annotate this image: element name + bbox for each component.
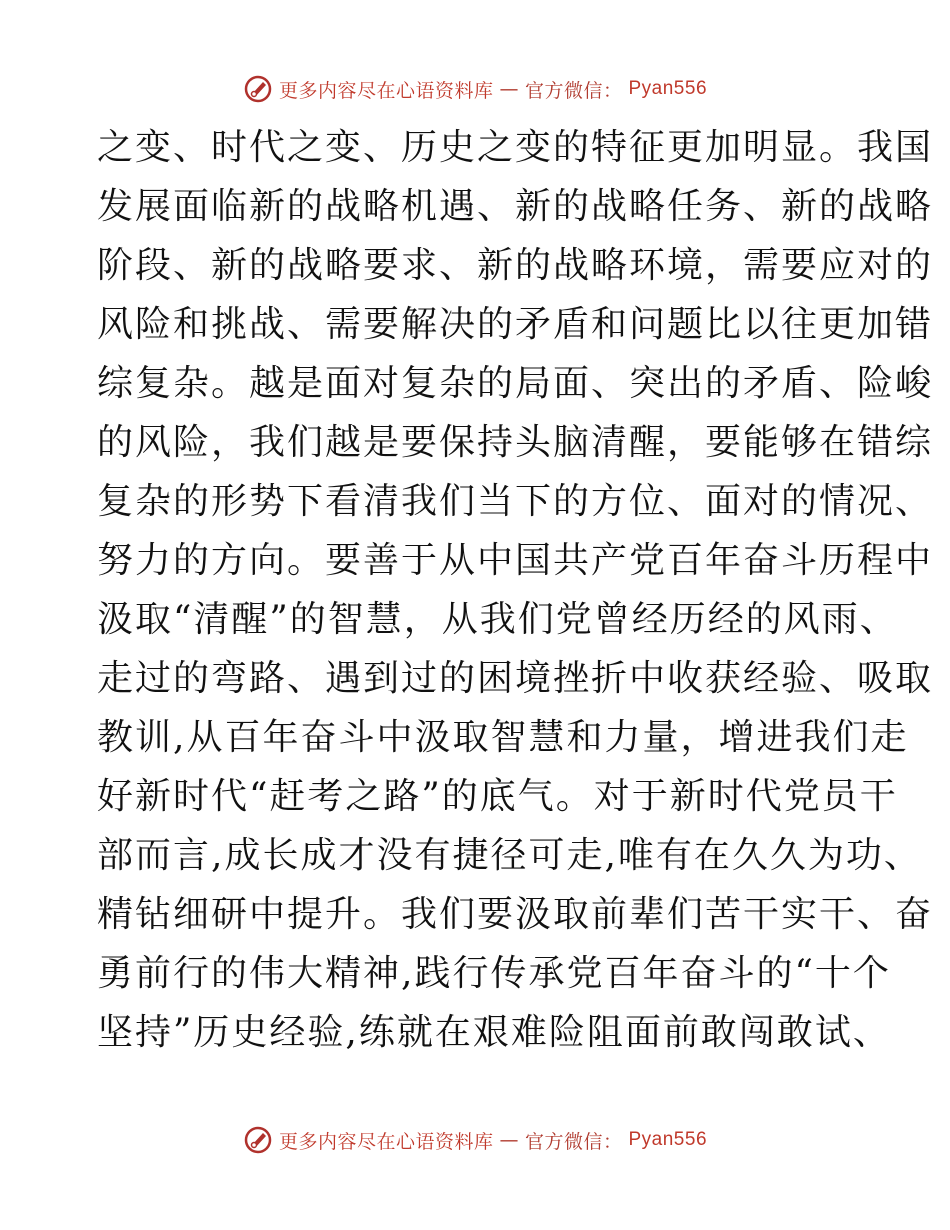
watermark-separator: — bbox=[499, 78, 519, 100]
body-line: 走过的弯路、遇到过的困境挫折中收获经验、吸取 bbox=[97, 658, 934, 699]
body-line: 的风险，我们越是要保持头脑清醒，要能够在错综 bbox=[97, 422, 934, 463]
body-line: 部而言,成长成才没有捷径可走,唯有在久久为功、 bbox=[97, 835, 922, 876]
body-line: 教训,从百年奋斗中汲取智慧和力量，增进我们走 bbox=[97, 717, 909, 758]
body-line: 发展面临新的战略机遇、新的战略任务、新的战略 bbox=[97, 186, 934, 227]
body-line: 综复杂。越是面对复杂的局面、突出的矛盾、险峻 bbox=[97, 363, 934, 404]
body-line: 复杂的形势下看清我们当下的方位、面对的情况、 bbox=[97, 481, 934, 522]
watermark-wechat-label: 官方微信： bbox=[524, 79, 623, 102]
logo-icon bbox=[243, 1125, 273, 1155]
watermark-separator: — bbox=[499, 1129, 519, 1151]
watermark-wechat-id: Pyan556 bbox=[628, 1129, 708, 1150]
watermark-text: 更多内容尽在心语资料库 bbox=[278, 1130, 494, 1153]
watermark-text: 更多内容尽在心语资料库 bbox=[278, 79, 494, 102]
header-watermark bbox=[0, 74, 950, 104]
body-line: 汲取“清醒”的智慧，从我们党曾经历经的风雨、 bbox=[97, 599, 898, 640]
body-line: 精钻细研中提升。我们要汲取前辈们苦干实干、奋 bbox=[97, 894, 934, 935]
body-line: 风险和挑战、需要解决的矛盾和问题比以往更加错 bbox=[97, 304, 934, 345]
body-line: 勇前行的伟大精神,践行传承党百年奋斗的“十个 bbox=[97, 953, 891, 994]
body-line: 之变、时代之变、历史之变的特征更加明显。我国 bbox=[97, 127, 934, 168]
watermark-wechat-label: 官方微信： bbox=[524, 1130, 623, 1153]
body-line: 好新时代“赶考之路”的底气。对于新时代党员干 bbox=[97, 776, 898, 817]
body-line: 坚持”历史经验,练就在艰难险阻面前敢闯敢试、 bbox=[97, 1012, 891, 1053]
body-line: 努力的方向。要善于从中国共产党百年奋斗历程中 bbox=[97, 540, 934, 581]
watermark-wechat-id: Pyan556 bbox=[628, 78, 708, 99]
body-line: 阶段、新的战略要求、新的战略环境，需要应对的 bbox=[97, 245, 934, 286]
logo-icon bbox=[243, 74, 273, 104]
document-body bbox=[97, 118, 934, 1062]
footer-watermark bbox=[0, 1125, 950, 1155]
